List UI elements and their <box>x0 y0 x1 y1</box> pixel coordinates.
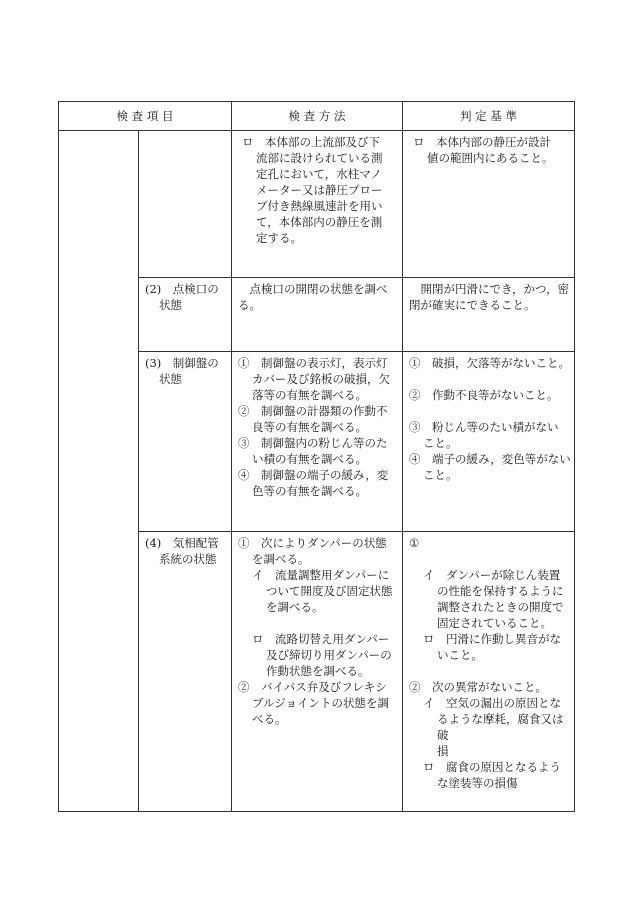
table-header-row <box>59 102 575 131</box>
item-cell <box>139 131 232 278</box>
method-cell: 点検口の開閉の状態を調べ る。 <box>232 278 403 352</box>
criteria-cell: ① 破損，欠落等がないこと。 ② 作動不良等がないこと。 ③ 粉じん等のたい積がない こと。 ④ 端子の緩み，変色等がない こと。 <box>403 352 575 532</box>
header-method: 検 査 方 法 <box>232 102 403 131</box>
header-item: 検 査 項 目 <box>59 102 232 131</box>
item-cell: (2) 点検口の 状態 <box>139 278 232 352</box>
criteria-cell: ① イ ダンパーが除じん装置 の性能を保持するように 調整されたときの開度で 固定されていること。 ロ 円滑に作動し異音がな いこと。 ② 次の異常がないこと。 イ 空気の漏出の原因とな るような摩耗，腐食又は破 損 ロ 腐食の原因となるよう な塗装等の損傷 <box>403 532 575 812</box>
criteria-cell: ロ 本体内部の静圧が設計 値の範囲内にあること。 <box>403 131 575 278</box>
criteria-cell: 開閉が円滑にでき，かつ，密 閉が確実にできること。 <box>403 278 575 352</box>
header-criteria: 判 定 基 準 <box>403 102 575 131</box>
item-cell: (3) 制御盤の 状態 <box>139 352 232 532</box>
method-cell: ロ 本体部の上流部及び下 流部に設けられている測 定孔において，水柱マノ メーター又は静圧プロー ブ付き熱線風速計を用い て，本体部内の静圧を測 定する。 <box>232 131 403 278</box>
table-row <box>59 131 575 278</box>
inspection-table <box>58 101 575 812</box>
method-cell: ① 次によりダンパーの状態 を調べる。 イ 流量調整用ダンパーに ついて開度及び固定状態 を調べる。 ロ 流路切替え用ダンパー 及び締切り用ダンパーの 作動状態を調べる。 ② バイパス弁及びフレキシ ブルジョイントの状態を調 べる。 <box>232 532 403 812</box>
parent-item-cell <box>59 131 139 812</box>
method-cell: ① 制御盤の表示灯，表示灯 カバー及び銘板の破損，欠 落等の有無を調べる。 ② 制御盤の計器類の作動不 良等の有無を調べる。 ③ 制御盤内の粉じん等のた い積の有無を調べる。 ④ 制御盤の端子の緩み，変 色等の有無を調べる。 <box>232 352 403 532</box>
item-cell: (4) 気相配管 系統の状態 <box>139 532 232 812</box>
